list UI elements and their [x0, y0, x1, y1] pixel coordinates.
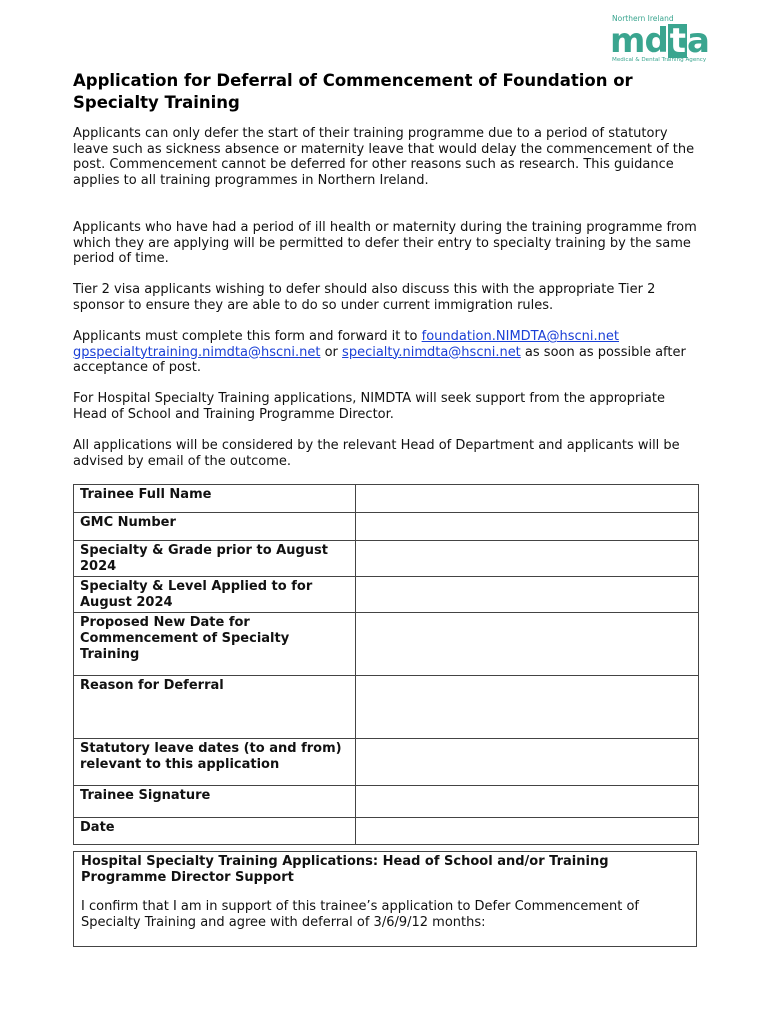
paragraph-submission-instructions [73, 329, 703, 376]
deferral-form-table [73, 484, 699, 845]
form-row-trainee-signature [74, 786, 699, 818]
form-label: Trainee Signature [74, 786, 356, 818]
form-row-statutory-leave-dates [74, 739, 699, 786]
trainee-full-name-field[interactable] [356, 485, 699, 513]
submission-suffix: as soon as possible after acceptance of post. [73, 344, 686, 376]
logo-letter-d: d [644, 21, 668, 61]
statutory-leave-dates-field[interactable] [356, 739, 699, 786]
submission-prefix: Applicants must complete this form and forward it to [73, 329, 422, 344]
logo-top-text: Northern Ireland [612, 14, 674, 23]
form-label: Specialty & Level Applied to for August 2024 [74, 577, 356, 613]
form-row-specialty-level-applied [74, 577, 699, 613]
form-label: Statutory leave dates (to and from) relevant to this application [74, 739, 356, 786]
support-confirmation-text: I confirm that I am in support of this trainee’s application to Defer Commencement of Specialty Training and agree with deferral of 3/6/9/12 months: [81, 899, 639, 930]
reason-for-deferral-field[interactable] [356, 676, 699, 739]
trainee-signature-field[interactable] [356, 786, 699, 818]
logo-letter-m: m [610, 21, 645, 61]
form-row-specialty-grade-prior [74, 541, 699, 577]
submission-or: or [320, 344, 343, 360]
paragraph-ill-health: Applicants who have had a period of ill health or maternity during the training programme from which they are applying will be permitted to defer their entry to specialty training by the same period of time. [73, 220, 697, 267]
paragraph-outcome: All applications will be considered by the relevant Head of Department and applicants will be advised by email of the outcome. [73, 438, 680, 469]
paragraph-tier2-visa: Tier 2 visa applicants wishing to defer should also discuss this with the appropriate Tier 2 sponsor to ensure they are able to do so under current immigration rules. [73, 282, 656, 313]
email-link-gp-specialty[interactable]: gpspecialtytraining.nimdta@hscni.net [73, 344, 321, 360]
form-label: Proposed New Date for Commencement of Specialty Training [74, 613, 356, 676]
gmc-number-field[interactable] [356, 513, 699, 541]
logo-wordmark [610, 22, 709, 60]
form-row-gmc-number [74, 513, 699, 541]
form-label: Trainee Full Name [74, 485, 356, 513]
form-label: Date [74, 818, 356, 845]
form-row-proposed-new-date [74, 613, 699, 676]
logo-subtitle: Medical & Dental Training Agency [612, 57, 707, 63]
form-label: Specialty & Grade prior to August 2024 [74, 541, 356, 577]
date-field[interactable] [356, 818, 699, 845]
paragraph-hospital-specialty: For Hospital Specialty Training applications, NIMDTA will seek support from the appropriate Head of School and Training Programme Director. [73, 391, 665, 422]
proposed-new-date-field[interactable] [356, 613, 699, 676]
logo-letter-t: t [669, 21, 686, 61]
email-link-specialty[interactable]: specialty.nimdta@hscni.net [342, 344, 521, 360]
form-label: Reason for Deferral [74, 676, 356, 739]
form-row-reason-for-deferral [74, 676, 699, 739]
support-heading: Hospital Specialty Training Applications: Head of School and/or Training Programme Director Support [81, 854, 609, 885]
specialty-grade-prior-field[interactable] [356, 541, 699, 577]
logo-letter-a: a [687, 21, 709, 61]
form-row-full-name [74, 485, 699, 513]
page-title: Application for Deferral of Commencement of Foundation or Specialty Training [73, 71, 633, 112]
form-label: GMC Number [74, 513, 356, 541]
paragraph-deferral-eligibility: Applicants can only defer the start of their training programme due to a period of statutory leave such as sickness absence or maternity leave that would delay the commencement of the post. Commencement cannot be deferred for other reasons such as research. This guidance applies to all training programmes in Northern Ireland. [73, 126, 695, 188]
specialty-level-applied-field[interactable] [356, 577, 699, 613]
hospital-specialty-support-box [73, 851, 697, 947]
form-row-date [74, 818, 699, 845]
email-link-foundation[interactable]: foundation.NIMDTA@hscni.net [421, 329, 619, 344]
nimdta-logo [608, 14, 732, 66]
